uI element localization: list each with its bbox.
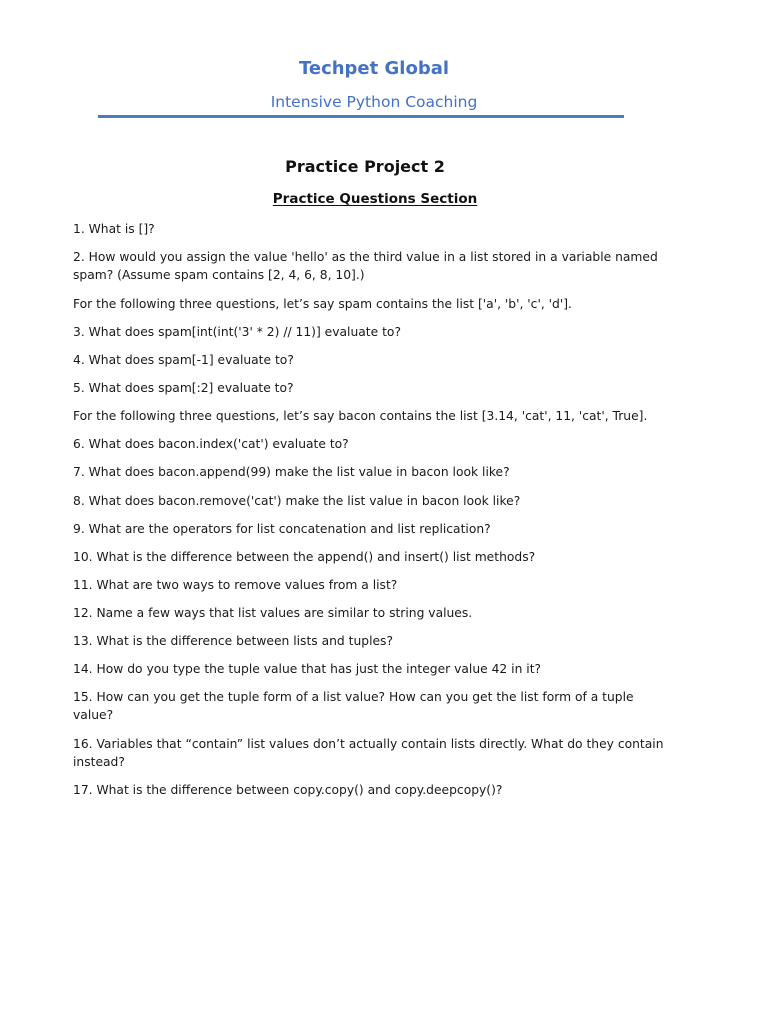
question-item: 12. Name a few ways that list values are similar to string values. (73, 606, 473, 620)
section-title (0, 190, 750, 208)
question-item: 16. Variables that “contain” list values don’t actually contain lists directly. What do they contain instead? (73, 737, 664, 769)
question-item: 1. What is []? (73, 222, 155, 236)
instruction-text: For the following three questions, let’s say spam contains the list ['a', 'b', 'c', 'd']. (73, 297, 572, 311)
question-item: 11. What are two ways to remove values from a list? (73, 578, 398, 592)
question-item: 3. What does spam[int(int('3' * 2) // 11)] evaluate to? (73, 325, 401, 339)
section-title-text: Practice Questions Section (272, 191, 478, 207)
question-item: 5. What does spam[:2] evaluate to? (73, 381, 294, 395)
document-title: Practice Project 2 (285, 157, 445, 176)
question-item: 8. What does bacon.remove('cat') make the list value in bacon look like? (73, 494, 521, 508)
question-item: 17. What is the difference between copy.copy() and copy.deepcopy()? (73, 783, 503, 797)
org-title: Techpet Global (298, 58, 450, 79)
question-item: 2. How would you assign the value 'hello' as the third value in a list stored in a variable named spam? (Assume spam contains [2, 4, 6, 8, 10].) (73, 250, 658, 282)
question-item: 10. What is the difference between the append() and insert() list methods? (73, 550, 536, 564)
question-item: 15. How can you get the tuple form of a list value? How can you get the list form of a tuple value? (73, 690, 634, 722)
question-item: 6. What does bacon.index('cat') evaluate to? (73, 437, 349, 451)
question-item: 7. What does bacon.append(99) make the list value in bacon look like? (73, 465, 510, 479)
question-item: 4. What does spam[-1] evaluate to? (73, 353, 294, 367)
instruction-text: For the following three questions, let’s say bacon contains the list [3.14, 'cat', 11, 'cat', True]. (73, 409, 648, 423)
header-divider (98, 115, 624, 118)
org-subtitle: Intensive Python Coaching (270, 93, 478, 111)
question-item: 9. What are the operators for list concatenation and list replication? (73, 522, 491, 536)
question-item: 13. What is the difference between lists and tuples? (73, 634, 393, 648)
question-item: 14. How do you type the tuple value that has just the integer value 42 in it? (73, 662, 542, 676)
